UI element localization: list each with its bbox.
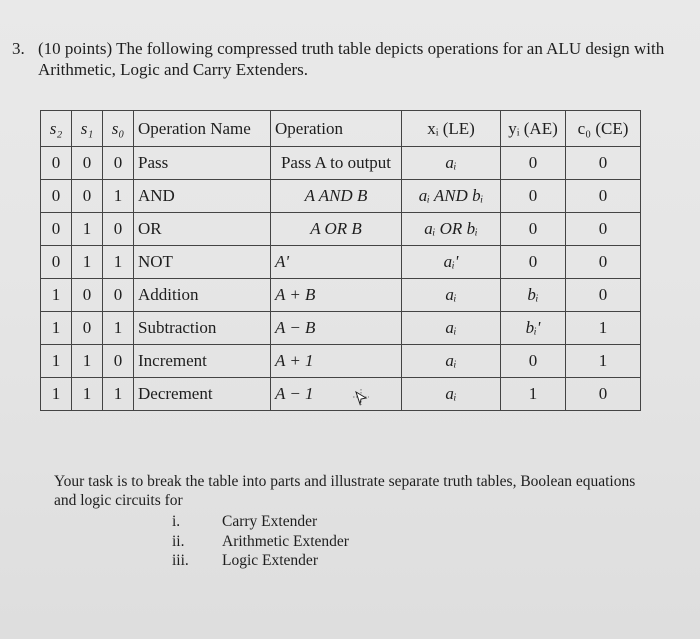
task-description: Your task is to break the table into parts and illustrate separate truth tables, Boolean equations and logic circuits for xyxy=(54,473,636,509)
cell-s0: 1 xyxy=(103,246,134,279)
cell-s0: 0 xyxy=(103,279,134,312)
cell-ce: 1 xyxy=(566,345,641,378)
question-block xyxy=(12,38,682,80)
table-row xyxy=(41,279,641,312)
list-item-number: i. xyxy=(172,513,181,530)
cell-s1: 0 xyxy=(72,312,103,345)
cell-s0: 1 xyxy=(103,378,134,411)
cell-s0: 0 xyxy=(103,213,134,246)
cell-operation: A − 1 xyxy=(271,378,402,411)
table-row xyxy=(41,147,641,180)
cell-s0: 1 xyxy=(103,180,134,213)
cell-s1: 1 xyxy=(72,378,103,411)
list-item-number: iii. xyxy=(172,552,189,569)
table-row xyxy=(41,213,641,246)
cell-s1: 1 xyxy=(72,213,103,246)
header-operation-name: Operation Name xyxy=(134,111,271,147)
list-item xyxy=(172,551,349,571)
cell-ae: 0 xyxy=(501,147,566,180)
cell-operation: A OR B xyxy=(271,213,402,246)
truth-table xyxy=(40,110,641,411)
header-s0: s₀ xyxy=(103,111,134,147)
cell-le: aᵢ xyxy=(402,378,501,411)
cell-s1: 1 xyxy=(72,345,103,378)
header-s1: s₁ xyxy=(72,111,103,147)
cell-ce: 0 xyxy=(566,147,641,180)
cell-le: aᵢ xyxy=(402,345,501,378)
cell-operation: A − B xyxy=(271,312,402,345)
cell-le: aᵢ AND bᵢ xyxy=(402,180,501,213)
cell-ae: 0 xyxy=(501,345,566,378)
cell-s1: 1 xyxy=(72,246,103,279)
task-list xyxy=(172,512,349,571)
list-item-label: Carry Extender xyxy=(222,513,318,530)
cell-ce: 0 xyxy=(566,378,641,411)
cell-s2: 0 xyxy=(41,213,72,246)
list-item xyxy=(172,512,349,532)
cell-operation-name: Subtraction xyxy=(134,312,271,345)
cell-operation: Pass A to output xyxy=(271,147,402,180)
cell-operation-name: OR xyxy=(134,213,271,246)
cell-le: aᵢ' xyxy=(402,246,501,279)
question-text: (10 points) The following compressed truth table depicts operations for an ALU design with Arithmetic, Logic and Carry Extenders. xyxy=(38,39,665,79)
header-s2: s₂ xyxy=(41,111,72,147)
cell-le: aᵢ OR bᵢ xyxy=(402,213,501,246)
cell-operation-name: NOT xyxy=(134,246,271,279)
list-item-label: Arithmetic Extender xyxy=(222,532,349,550)
cell-s1: 0 xyxy=(72,180,103,213)
cell-ce: 1 xyxy=(566,312,641,345)
header-ae: yᵢ (AE) xyxy=(501,111,566,147)
cell-ae: bᵢ' xyxy=(501,312,566,345)
cell-operation-name: Pass xyxy=(134,147,271,180)
cell-s1: 0 xyxy=(72,147,103,180)
header-le: xᵢ (LE) xyxy=(402,111,501,147)
cell-s2: 1 xyxy=(41,279,72,312)
cell-ae: 0 xyxy=(501,180,566,213)
cell-s2: 0 xyxy=(41,180,72,213)
move-cursor-icon xyxy=(352,388,370,406)
table-row xyxy=(41,378,641,411)
table-row xyxy=(41,312,641,345)
cell-s0: 0 xyxy=(103,147,134,180)
header-operation: Operation xyxy=(271,111,402,147)
cell-ae: 0 xyxy=(501,213,566,246)
cell-ce: 0 xyxy=(566,279,641,312)
cell-s2: 1 xyxy=(41,378,72,411)
cell-ae: 0 xyxy=(501,246,566,279)
list-item xyxy=(172,532,349,552)
question-number: 3. xyxy=(12,39,25,58)
table-row xyxy=(41,345,641,378)
cell-le: aᵢ xyxy=(402,279,501,312)
cell-operation: A + 1 xyxy=(271,345,402,378)
cell-le: aᵢ xyxy=(402,147,501,180)
cell-s1: 0 xyxy=(72,279,103,312)
list-item-label: Logic Extender xyxy=(222,552,318,569)
cell-operation-name: Increment xyxy=(134,345,271,378)
cell-operation-name: AND xyxy=(134,180,271,213)
cell-le: aᵢ xyxy=(402,312,501,345)
table-row xyxy=(41,180,641,213)
cell-s2: 0 xyxy=(41,147,72,180)
list-item-number: ii. xyxy=(172,532,185,550)
cell-ae: 1 xyxy=(501,378,566,411)
table-header-row xyxy=(41,111,641,147)
cell-ce: 0 xyxy=(566,180,641,213)
cell-s0: 0 xyxy=(103,345,134,378)
cell-operation-name: Addition xyxy=(134,279,271,312)
header-ce: c₀ (CE) xyxy=(566,111,641,147)
table-row xyxy=(41,246,641,279)
cell-s0: 1 xyxy=(103,312,134,345)
cell-operation-name: Decrement xyxy=(134,378,271,411)
cell-s2: 1 xyxy=(41,345,72,378)
cell-operation: A' xyxy=(271,246,402,279)
cell-s2: 0 xyxy=(41,246,72,279)
cell-ce: 0 xyxy=(566,246,641,279)
cell-ae: bᵢ xyxy=(501,279,566,312)
cell-operation: A AND B xyxy=(271,180,402,213)
cell-s2: 1 xyxy=(41,312,72,345)
cell-operation: A + B xyxy=(271,279,402,312)
cell-ce: 0 xyxy=(566,213,641,246)
